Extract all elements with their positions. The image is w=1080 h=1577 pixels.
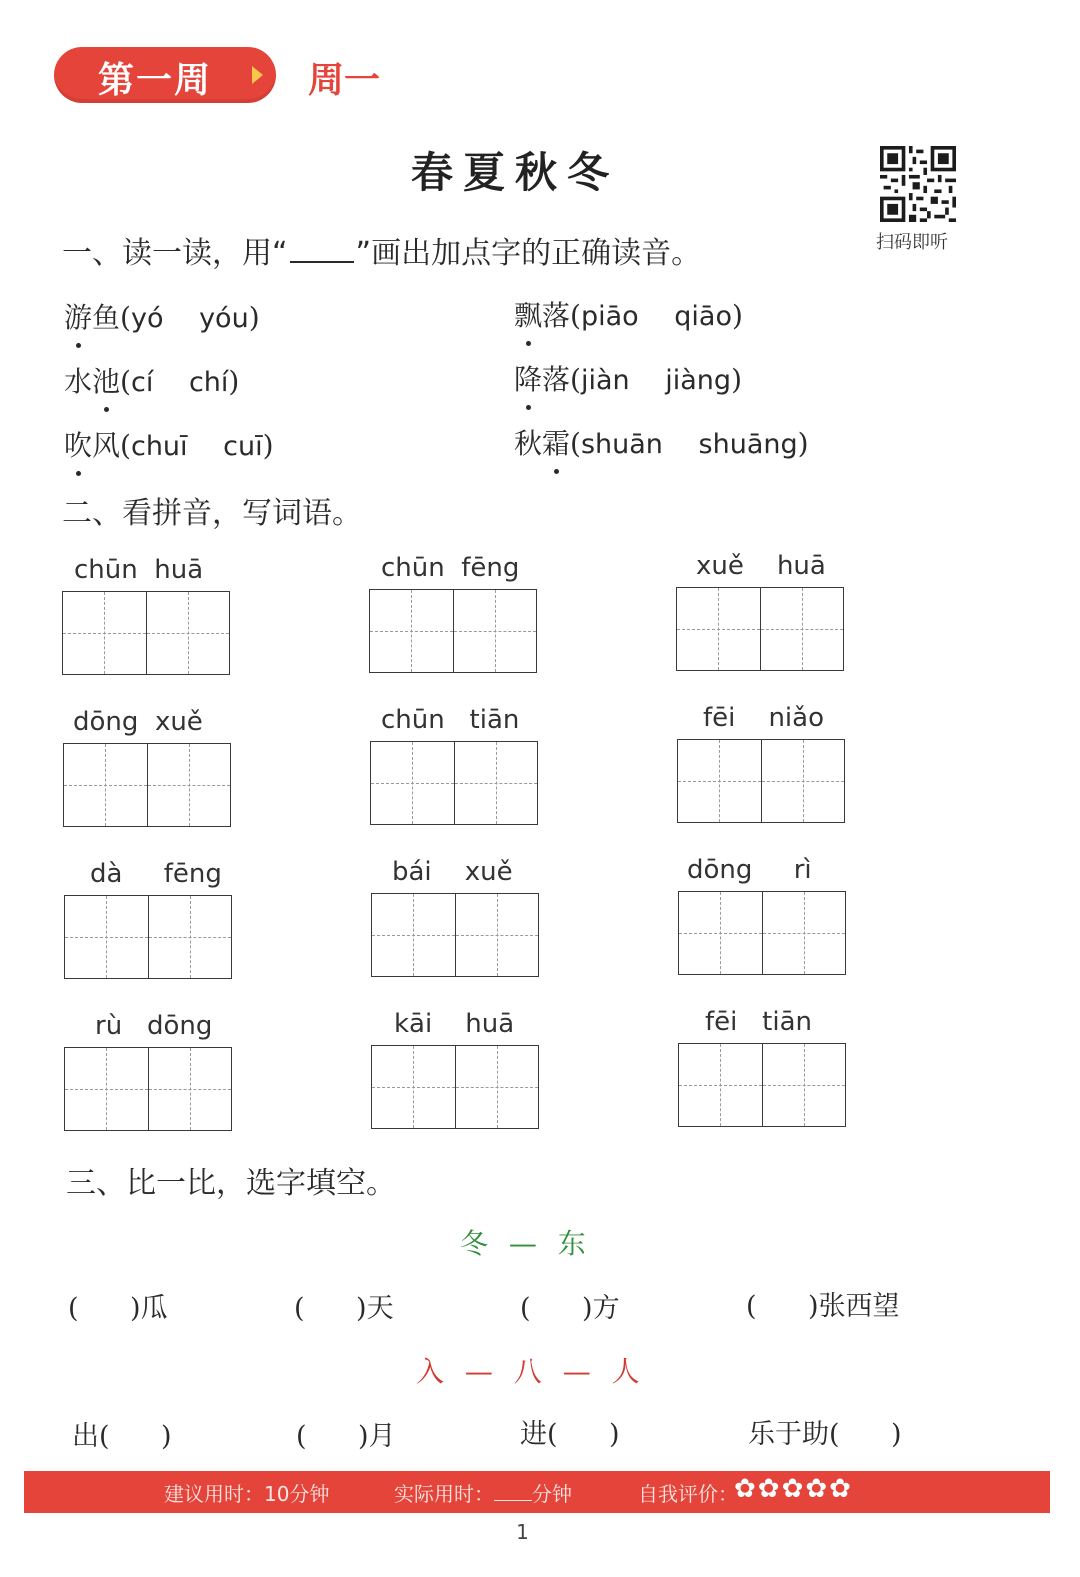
pinyin-label: dōng rì — [687, 855, 812, 885]
pinyin-option[interactable]: cuī — [223, 431, 263, 462]
suggested-time: 建议用时：10分钟 — [164, 1482, 330, 1506]
underline-sample — [290, 239, 354, 263]
qr-code-icon[interactable] — [880, 146, 956, 222]
pinyin-label: bái xuě — [392, 857, 513, 887]
writing-grid[interactable] — [677, 739, 845, 823]
reading-item: 游鱼(yó yóu) — [64, 301, 260, 334]
compare-group-2: 入 — 八 — 人 — [416, 1355, 646, 1388]
pinyin-option[interactable]: yóu — [199, 303, 249, 334]
actual-time: 实际用时： 分钟 — [394, 1482, 572, 1506]
pinyin-label: chūn huā — [74, 555, 204, 585]
writing-grid[interactable] — [62, 591, 230, 675]
fill-blank-item[interactable]: ( )天 — [294, 1293, 394, 1324]
pinyin-option[interactable]: qiāo — [674, 301, 733, 332]
pinyin-option[interactable]: yó — [130, 303, 164, 334]
arrow-right-icon — [252, 66, 263, 84]
writing-grid[interactable] — [678, 1043, 846, 1127]
writing-grid[interactable] — [678, 891, 846, 975]
writing-grid[interactable] — [63, 743, 231, 827]
writing-grid[interactable] — [64, 895, 232, 979]
qr-caption: 扫码即听 — [876, 232, 948, 253]
reading-item: 水池(cí chí) — [64, 365, 240, 398]
section-1-title: 一、读一读，用“ ”画出加点字的正确读音。 — [62, 236, 702, 271]
pinyin-label: xuě huā — [696, 551, 826, 581]
fill-blank-item[interactable]: ( )张西望 — [746, 1291, 900, 1322]
pinyin-label: rù dōng — [95, 1011, 213, 1041]
fill-blank-item[interactable]: ( )瓜 — [68, 1293, 168, 1324]
actual-time-blank[interactable] — [494, 1484, 532, 1501]
pinyin-option[interactable]: jiàn — [580, 365, 630, 396]
pinyin-option[interactable]: chí — [188, 367, 229, 398]
pinyin-label: chūn tiān — [381, 705, 520, 735]
reading-item: 吹风(chuī cuī) — [64, 429, 274, 462]
week-label: 第一周 — [98, 60, 213, 101]
fill-blank-item[interactable]: 乐于助( ) — [748, 1419, 902, 1450]
writing-grid[interactable] — [371, 1045, 539, 1129]
pinyin-label: chūn fēng — [381, 553, 520, 583]
rating-flower-icons[interactable]: ✿✿✿✿✿ — [734, 1474, 853, 1504]
lesson-title: 春夏秋冬 — [410, 148, 619, 197]
page-number: 1 — [516, 1520, 529, 1544]
pinyin-option[interactable]: jiàng — [665, 365, 732, 396]
pinyin-label: dà fēng — [90, 859, 222, 889]
section-3-title: 三、比一比，选字填空。 — [66, 1166, 396, 1201]
writing-grid[interactable] — [676, 587, 844, 671]
fill-blank-item[interactable]: ( )方 — [520, 1293, 620, 1324]
pinyin-option[interactable]: piāo — [580, 301, 639, 332]
fill-blank-item[interactable]: 出( ) — [72, 1421, 172, 1452]
self-eval-label: 自我评价： — [638, 1482, 738, 1506]
pinyin-label: fēi niǎo — [703, 703, 824, 733]
fill-blank-item[interactable]: ( )月 — [296, 1421, 396, 1452]
writing-grid[interactable] — [370, 741, 538, 825]
reading-item: 飘落(piāo qiāo) — [514, 299, 743, 332]
compare-group-1: 冬 — 东 — [460, 1227, 592, 1260]
pinyin-label: dōng xuě — [73, 707, 203, 737]
section-2-title: 二、看拼音，写词语。 — [62, 496, 362, 531]
pinyin-label: kāi huā — [394, 1009, 515, 1039]
reading-item: 降落(jiàn jiàng) — [514, 363, 742, 396]
pinyin-option[interactable]: shuān — [580, 429, 663, 460]
writing-grid[interactable] — [64, 1047, 232, 1131]
day-label: 周一 — [308, 60, 381, 101]
pinyin-label: fēi tiān — [705, 1007, 813, 1037]
writing-grid[interactable] — [371, 893, 539, 977]
writing-grid[interactable] — [369, 589, 537, 673]
pinyin-option[interactable]: shuāng — [698, 429, 798, 460]
fill-blank-item[interactable]: 进( ) — [520, 1419, 620, 1450]
reading-item: 秋霜(shuān shuāng) — [514, 427, 809, 460]
pinyin-option[interactable]: cí — [130, 367, 154, 398]
pinyin-option[interactable]: chuī — [130, 431, 188, 462]
